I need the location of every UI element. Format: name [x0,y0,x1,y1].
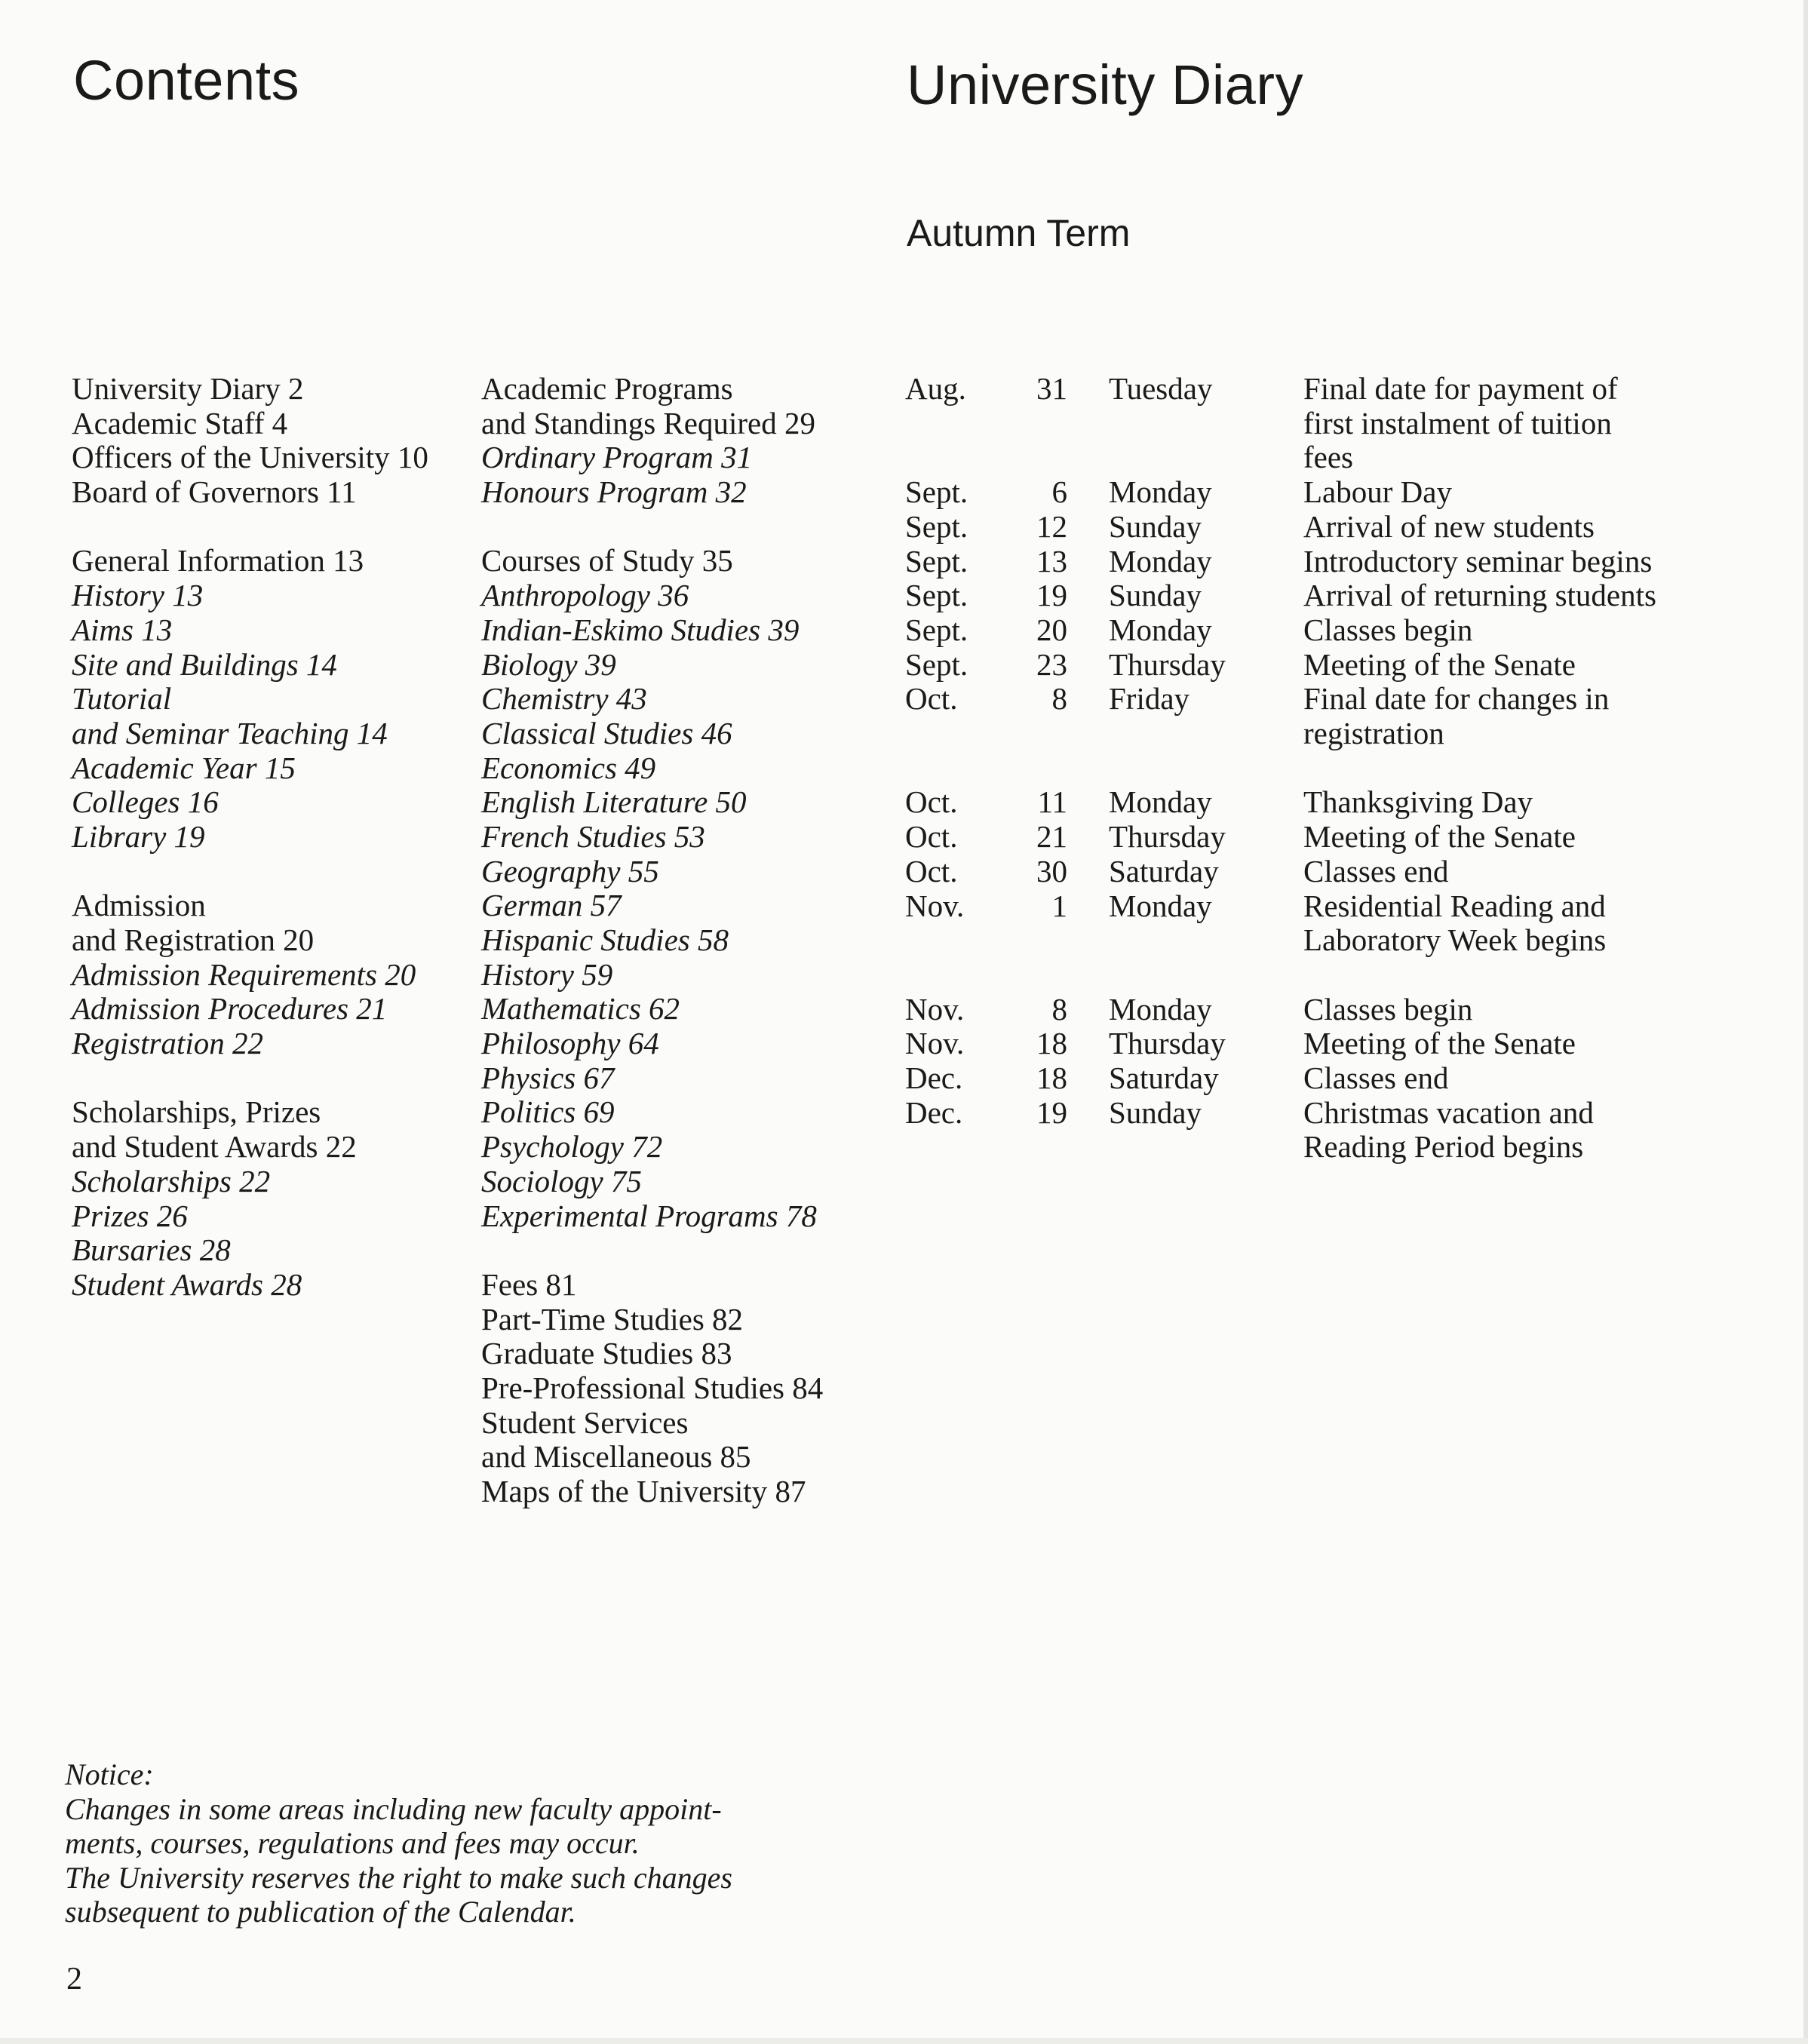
diary-event: Arrival of returning students [1303,578,1656,613]
toc-entry: Aims 13 [72,612,173,647]
diary-day: 12 [1036,508,1067,544]
diary-day: 18 [1036,1060,1067,1096]
diary-row [905,545,1665,579]
diary-event: Classes end [1303,853,1449,888]
diary-month: Sept. [905,646,968,682]
toc-entry: Biology 39 [481,646,616,682]
toc-entry: Colleges 16 [72,784,219,820]
diary-row [905,1027,1665,1061]
toc-entry: Tutorial [72,681,172,717]
page-number: 2 [66,1962,82,1996]
toc-entry: and Seminar Teaching 14 [72,715,388,750]
toc-entry: History 59 [481,956,613,992]
toc-spacer [72,1061,428,1096]
toc-entry: Psychology 72 [481,1129,663,1165]
diary-event: Christmas vacation and Reading Period begins [1303,1094,1594,1165]
toc-entry: Pre-Professional Studies 84 [481,1370,824,1405]
toc-entry: Student Awards 28 [72,1266,302,1302]
diary-day: 19 [1036,1094,1067,1130]
diary-row [905,510,1665,545]
toc-entry: Scholarships, Prizes [72,1094,321,1130]
diary-day: 31 [1036,371,1067,406]
diary-day: 20 [1036,612,1067,647]
diary-day: 11 [1037,784,1067,820]
diary-title: University Diary [907,54,1304,116]
diary-month: Oct. [905,784,958,820]
diary-event: Arrival of new students [1303,508,1595,544]
toc-entry: Officers of the University 10 [72,440,428,475]
toc-entry: French Studies 53 [481,818,705,854]
diary-weekday: Thursday [1109,819,1226,855]
diary-event: Thanksgiving Day [1303,784,1533,820]
diary-weekday: Monday [1109,474,1212,510]
diary-row [905,855,1665,889]
toc-entry: and Miscellaneous 85 [481,1439,751,1475]
toc-entry: and Student Awards 22 [72,1129,357,1165]
diary-month: Oct. [905,853,958,888]
diary-month: Aug. [905,371,966,406]
toc-entry: Courses of Study 35 [481,543,733,579]
notice-line: ments, courses, regulations and fees may occur. [65,1826,640,1860]
toc-entry: Academic Year 15 [72,750,296,785]
toc-entry: Academic Staff 4 [72,405,288,440]
diary-row [905,785,1665,820]
diary-weekday: Saturday [1109,1060,1219,1096]
toc-entry: Registration 22 [72,1026,263,1061]
diary-day: 19 [1036,578,1067,613]
diary-weekday: Tuesday [1109,371,1213,406]
diary-month: Nov. [905,991,965,1027]
diary-weekday: Monday [1109,543,1212,579]
diary-event: Labour Day [1303,474,1452,510]
toc-entry: Academic Programs [481,371,733,406]
diary-weekday: Monday [1109,888,1212,923]
page-edge [1803,0,1808,2044]
toc-entry: Ordinary Program 31 [481,440,753,475]
diary-day: 8 [1051,991,1067,1027]
diary-month: Dec. [905,1060,963,1096]
contents-title: Contents [73,49,300,112]
diary-day: 13 [1036,543,1067,579]
diary-day: 1 [1051,888,1067,923]
toc-entry: Chemistry 43 [481,681,647,717]
toc-entry: Honours Program 32 [481,474,747,510]
toc-entry: Site and Buildings 14 [72,646,337,682]
diary-month: Oct. [905,681,958,717]
diary-row [905,682,1665,750]
diary-day: 6 [1051,474,1067,510]
diary-weekday: Monday [1109,612,1212,647]
diary-weekday: Thursday [1109,646,1226,682]
toc-entry: Library 19 [72,818,205,854]
toc-entry: and Registration 20 [72,922,315,957]
diary-weekday: Sunday [1109,578,1202,613]
diary-weekday: Monday [1109,991,1212,1027]
toc-entry: Hispanic Studies 58 [481,922,729,957]
notice-block [65,1757,732,1929]
diary-month: Nov. [905,888,965,923]
diary-day: 21 [1036,819,1067,855]
diary-event: Meeting of the Senate [1303,819,1576,855]
toc-entry: Fees 81 [481,1266,577,1302]
diary-month: Sept. [905,543,968,579]
contents-left-column [72,372,428,1303]
toc-entry: Anthropology 36 [481,578,689,613]
diary-event: Meeting of the Senate [1303,1026,1576,1061]
diary-event: Introductory seminar begins [1303,543,1653,579]
diary-event: Meeting of the Senate [1303,646,1576,682]
toc-entry: Economics 49 [481,750,656,785]
diary-row [905,1061,1665,1096]
diary-day: 30 [1036,853,1067,888]
toc-entry: English Literature 50 [481,784,747,820]
toc-entry: Geography 55 [481,853,659,888]
term-heading: Autumn Term [907,212,1131,254]
diary-row [905,613,1665,648]
toc-entry: University Diary 2 [72,371,304,406]
toc-entry: Experimental Programs 78 [481,1198,817,1233]
diary-event: Classes begin [1303,991,1473,1027]
toc-entry: German 57 [481,888,622,923]
toc-spacer [72,510,428,545]
toc-entry: Prizes 26 [72,1198,188,1233]
toc-spacer [481,1233,823,1268]
notice-line: The University reserves the right to make such changes [65,1860,732,1895]
notice-line: subsequent to publication of the Calendar. [65,1895,576,1929]
toc-entry: Indian-Eskimo Studies 39 [481,612,800,647]
contents-right-column [481,372,823,1509]
diary-month: Sept. [905,612,968,647]
toc-entry: and Standings Required 29 [481,405,815,440]
toc-entry: General Information 13 [72,543,364,579]
diary-row [905,372,1665,475]
toc-spacer [481,510,823,545]
diary-month: Sept. [905,508,968,544]
diary-row [905,579,1665,613]
diary-day: 18 [1036,1026,1067,1061]
page-edge-bottom [0,2038,1808,2044]
notice-line: Changes in some areas including new faculty appoint- [65,1791,722,1826]
diary-weekday: Friday [1109,681,1190,717]
diary-event: Classes end [1303,1060,1449,1096]
diary-row [905,820,1665,855]
toc-entry: Sociology 75 [481,1163,642,1198]
toc-entry: Philosophy 64 [481,1026,659,1061]
toc-entry: Board of Governors 11 [72,474,357,510]
toc-entry: Bursaries 28 [72,1232,231,1268]
diary-weekday: Monday [1109,784,1212,820]
diary-weekday: Sunday [1109,508,1202,544]
toc-entry: Part-Time Studies 82 [481,1301,744,1337]
toc-entry: Physics 67 [481,1060,615,1095]
toc-entry: Classical Studies 46 [481,715,732,750]
toc-entry: Graduate Studies 83 [481,1336,732,1371]
diary-day: 8 [1051,681,1067,717]
diary-table [905,372,1665,1165]
toc-spacer [72,855,428,889]
diary-row [905,889,1665,958]
diary-event: Residential Reading and Laboratory Week begins [1303,888,1607,958]
diary-event: Classes begin [1303,612,1473,647]
diary-event: Final date for changes in registration [1303,681,1610,751]
diary-month: Nov. [905,1026,965,1061]
diary-month: Oct. [905,819,958,855]
toc-entry: Politics 69 [481,1094,615,1130]
diary-weekday: Saturday [1109,853,1219,888]
toc-entry: Student Services [481,1404,689,1440]
diary-row [905,993,1665,1027]
diary-day: 23 [1036,646,1067,682]
toc-entry: Mathematics 62 [481,991,680,1027]
diary-month: Sept. [905,474,968,510]
diary-row [905,648,1665,683]
toc-entry: Admission Requirements 20 [72,956,416,992]
toc-entry: History 13 [72,578,204,613]
toc-entry: Maps of the University 87 [481,1474,806,1508]
toc-entry: Admission [72,888,206,923]
toc-entry: Admission Procedures 21 [72,991,388,1027]
diary-weekday: Sunday [1109,1094,1202,1130]
diary-row [905,475,1665,510]
diary-month: Sept. [905,578,968,613]
notice-heading: Notice: [65,1757,154,1791]
toc-entry: Scholarships 22 [72,1163,271,1198]
diary-event: Final date for payment of first instalment of tuition fees [1303,371,1618,475]
diary-month: Dec. [905,1094,963,1130]
diary-row [905,1096,1665,1165]
diary-weekday: Thursday [1109,1026,1226,1061]
